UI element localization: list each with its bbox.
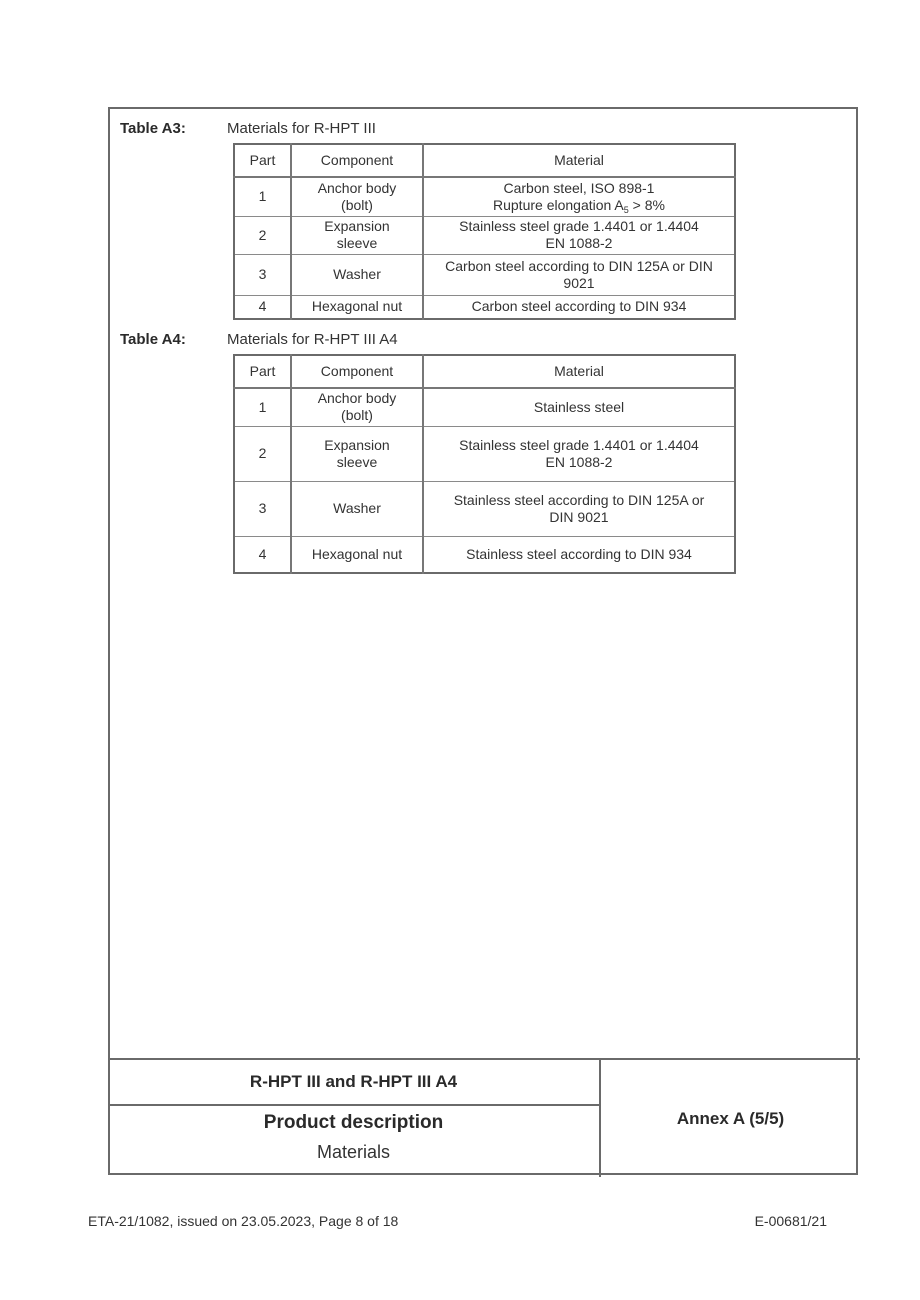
cell-material: Stainless steel according to DIN 934 xyxy=(423,536,735,573)
cell-part: 2 xyxy=(234,426,291,481)
table-row xyxy=(234,426,735,481)
material-line: Stainless steel according to DIN 125A or xyxy=(453,491,705,508)
component-line: sleeve xyxy=(336,453,378,470)
cell-part: 1 xyxy=(234,177,291,216)
cell-component xyxy=(291,426,423,481)
material-line: Stainless steel grade 1.4401 or 1.4404 xyxy=(459,436,699,453)
cell-component: Washer xyxy=(291,481,423,536)
cell-material xyxy=(423,481,735,536)
table-a3-label: Table A3: xyxy=(120,120,186,137)
cell-material xyxy=(423,254,735,295)
material-text: > 8% xyxy=(628,196,665,213)
table-header-row xyxy=(234,144,735,177)
column-header-material: Material xyxy=(423,144,735,177)
material-line: EN 1088-2 xyxy=(545,453,613,470)
table-header-row xyxy=(234,355,735,388)
column-header-part: Part xyxy=(234,355,291,388)
cell-component: Hexagonal nut xyxy=(291,295,423,319)
component-line: (bolt) xyxy=(341,196,373,213)
annex-label: Annex A (5/5) xyxy=(676,1108,785,1128)
product-name: R-HPT III and R-HPT III A4 xyxy=(108,1060,599,1106)
column-header-component: Component xyxy=(291,144,423,177)
cell-material xyxy=(423,177,735,216)
document-code: E-00681/21 xyxy=(754,1213,827,1229)
component-line: Anchor body xyxy=(317,179,397,196)
section-block xyxy=(108,1106,599,1177)
table-row xyxy=(234,388,735,426)
cell-part: 3 xyxy=(234,254,291,295)
column-header-material: Material xyxy=(423,355,735,388)
cell-part: 4 xyxy=(234,536,291,573)
cell-material: Carbon steel according to DIN 934 xyxy=(423,295,735,319)
document-reference: ETA-21/1082, issued on 23.05.2023, Page 8 of 18 xyxy=(88,1213,399,1229)
table-a4-label: Table A4: xyxy=(120,331,186,348)
subscript: 5 xyxy=(623,204,629,215)
material-line: Stainless steel grade 1.4401 or 1.4404 xyxy=(459,218,699,234)
section-subtitle: Materials xyxy=(316,1142,391,1162)
table-a3-caption: Materials for R-HPT III xyxy=(227,120,376,137)
cell-part: 2 xyxy=(234,216,291,254)
component-line: Expansion xyxy=(324,218,390,234)
cell-component: Washer xyxy=(291,254,423,295)
component-line: sleeve xyxy=(336,235,378,251)
table-a4 xyxy=(233,354,736,574)
material-line: EN 1088-2 xyxy=(545,235,613,251)
title-block xyxy=(108,1058,860,1177)
cell-component: Hexagonal nut xyxy=(291,536,423,573)
cell-component xyxy=(291,388,423,426)
cell-part: 3 xyxy=(234,481,291,536)
material-line: DIN 9021 xyxy=(549,508,609,525)
column-header-part: Part xyxy=(234,144,291,177)
material-text: Rupture elongation A xyxy=(493,196,624,213)
cell-part: 1 xyxy=(234,388,291,426)
column-header-component: Component xyxy=(291,355,423,388)
cell-material xyxy=(423,216,735,254)
material-line xyxy=(428,197,730,214)
table-row xyxy=(234,177,735,216)
cell-material: Stainless steel xyxy=(423,388,735,426)
table-a3 xyxy=(233,143,736,320)
component-line: Expansion xyxy=(324,436,390,453)
table-row xyxy=(234,481,735,536)
material-line: Carbon steel according to DIN 125A or DIN xyxy=(445,257,713,274)
material-line: 9021 xyxy=(563,274,595,291)
cell-material xyxy=(423,426,735,481)
section-title: Product description xyxy=(263,1112,444,1133)
material-line: Carbon steel, ISO 898-1 xyxy=(503,179,655,196)
cell-part: 4 xyxy=(234,295,291,319)
cell-component xyxy=(291,216,423,254)
component-line: Anchor body xyxy=(317,390,397,407)
table-row xyxy=(234,216,735,254)
table-row xyxy=(234,254,735,295)
table-a4-caption: Materials for R-HPT III A4 xyxy=(227,331,398,348)
table-row xyxy=(234,295,735,319)
cell-component xyxy=(291,177,423,216)
component-line: (bolt) xyxy=(341,407,373,424)
table-row xyxy=(234,536,735,573)
